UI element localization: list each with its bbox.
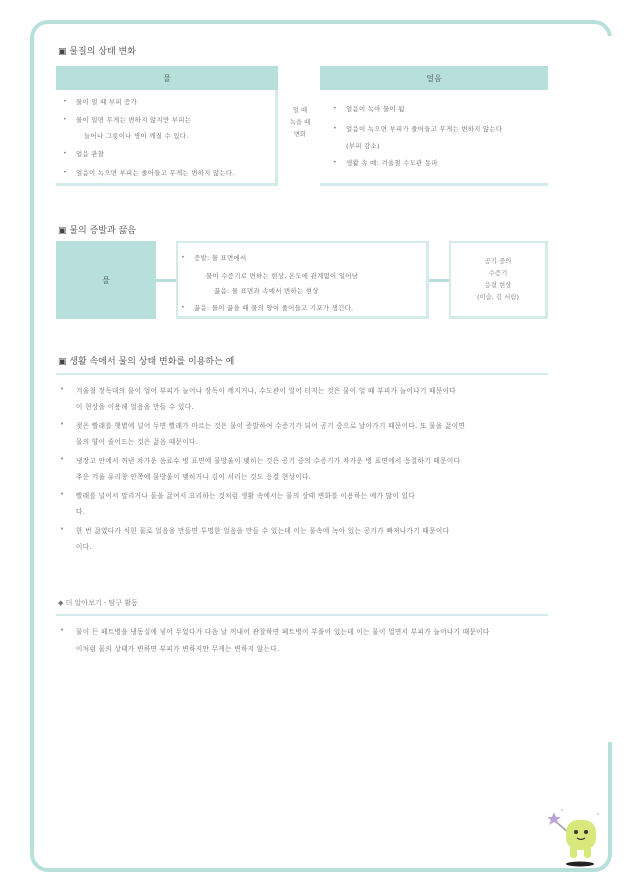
list-item: 끓음: 물 표면과 속에서 변하는 현상 — [214, 287, 319, 295]
list-item: • 얼음이 녹아 물이 됨 — [346, 104, 405, 113]
result-text: 공기 중의 수증기 응결 현상 (이슬, 김 서림) — [477, 257, 519, 301]
paragraph-line: 이다. — [76, 543, 92, 551]
section-3-title: ▣ 생활 속에서 물의 상태 변화를 이용하는 예 — [58, 357, 235, 367]
water-header: 물 — [56, 66, 278, 90]
list-item: 늘어나 그릇이나 병이 깨질 수 있다. — [84, 132, 189, 140]
paragraph-line: 물의 양이 줄어드는 것은 끓음 때문이다. — [76, 438, 199, 446]
connector-line — [156, 279, 176, 282]
wand-character-icon — [548, 806, 608, 868]
paragraph-line: 추운 겨울 유리창 안쪽에 물방울이 맺히거나 김이 서리는 것도 응결 현상이다. — [76, 473, 312, 481]
paragraph-line: • 젖은 빨래를 햇볕에 널어 두면 빨래가 마르는 것은 물이 증발하여 수증기가 되어 공기 중으로 날아가기 때문이다. 또 물을 끓이면 — [76, 420, 465, 430]
connector-line — [429, 279, 449, 282]
section-3-rule — [56, 373, 548, 375]
paragraph-line: • 한 번 끓였다가 식힌 물로 얼음을 만들면 투명한 얼음을 만들 수 있는데 이는 물속에 녹아 있는 공기가 빠져나가기 때문이다 — [76, 525, 449, 535]
list-item: • 물이 얼면 무게는 변하지 않지만 부피는 — [76, 115, 191, 124]
section-2-title: ▣ 물의 증발과 끓음 — [58, 226, 136, 236]
paragraph-line: • 냉장고 안에서 꺼낸 차가운 음료수 병 표면에 물방울이 맺히는 것은 공기 중의 수증기가 차가운 병 표면에서 응결하기 때문이다 — [76, 455, 460, 465]
list-item: • 생활 속 예: 겨울철 수도관 동파 — [346, 158, 438, 167]
list-item: • 물이 얼 때 부피 증가 — [76, 97, 137, 106]
paragraph-line: • 물이 든 페트병을 냉동실에 넣어 두었다가 다음 날 꺼내어 관찰하면 페트병이 부풀어 있는데 이는 물이 얼면서 부피가 늘어나기 때문이다 — [76, 626, 490, 636]
list-item: • 얼음 관찰 — [76, 149, 104, 158]
section-1-title: ▣ 물질의 상태 변화 — [58, 47, 136, 57]
ice-header: 얼음 — [320, 66, 548, 90]
paragraph-line: 이처럼 물의 상태가 변하면 부피가 변하지만 무게는 변하지 않는다. — [76, 645, 280, 653]
list-item: • 얼음이 녹으면 부피가 줄어들고 무게는 변하지 않는다 — [346, 124, 502, 133]
paragraph-line: 이 현상을 이용해 얼음을 만들 수 있다. — [76, 403, 194, 411]
list-item: • 얼음이 녹으면 부피는 줄어들고 무게는 변하지 않는다. — [76, 168, 235, 177]
paragraph-line: 다. — [76, 508, 86, 516]
list-item: (부피 감소) — [346, 142, 380, 150]
paragraph-line: • 빨래를 널어서 말리거나 물을 끓여서 요리하는 것처럼 생활 속에서는 물의 상태 변화를 이용하는 예가 많이 있다 — [76, 490, 415, 500]
paragraph-line: • 겨울철 장독대의 물이 얼어 부피가 늘어나 장독이 깨지거나, 수도관이 얼어 터지는 것은 물이 얼 때 부피가 늘어나기 때문이다 — [76, 385, 456, 395]
list-item: 물이 수증기로 변하는 현상, 온도에 관계없이 일어남 — [206, 272, 359, 280]
list-item: • 끓음: 물이 끓을 때 물의 양이 줄어들고 기포가 생긴다. — [194, 303, 353, 312]
list-item: • 증발: 물 표면에서 — [194, 253, 246, 262]
section-4-title: ◆ 더 알아보기 - 탐구 활동 — [58, 599, 138, 607]
water-state-box: 물 — [56, 241, 156, 319]
section-4-rule — [56, 614, 548, 616]
transition-label: 얼 때 녹을 때 변화 — [289, 106, 311, 138]
